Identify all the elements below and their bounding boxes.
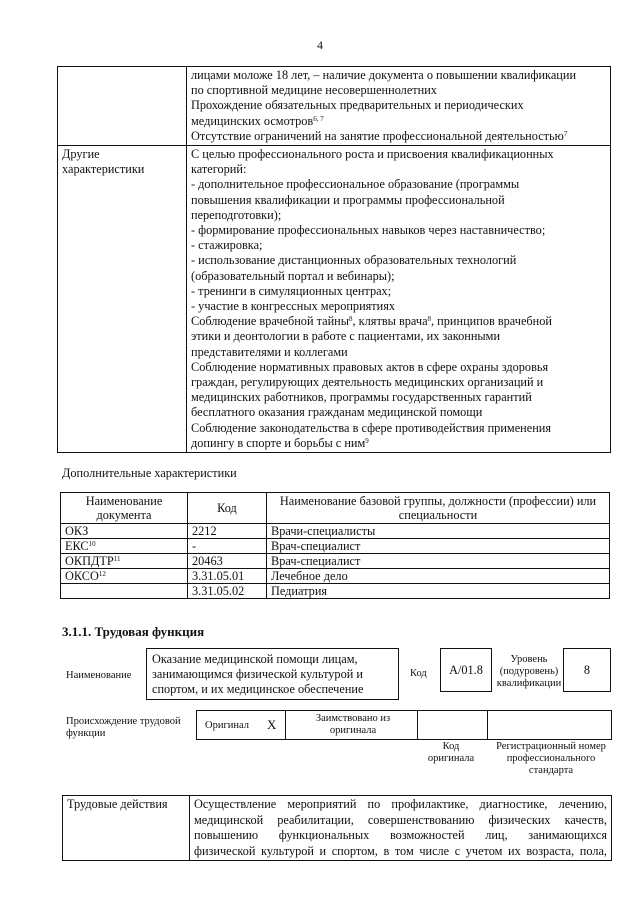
doc-text: ОКЗ [65, 524, 89, 538]
text-line: медицинских работников, программы государственных гарантий [191, 390, 532, 405]
text-fragment: медицинских осмотров [191, 113, 314, 128]
label-line: Код [442, 741, 460, 752]
table-row [61, 539, 610, 554]
text-fragment: Отсутствие ограничений на занятие профессиональной деятельностью [191, 128, 564, 143]
page-number: 4 [317, 38, 323, 52]
label-line: квалификации [496, 678, 562, 689]
qualification-level-box: 8 [563, 648, 611, 692]
function-code-box: А/01.8 [440, 648, 492, 692]
text-fragment: , клятвы врача [352, 314, 428, 329]
registration-number-caption [488, 741, 614, 777]
code-cell: - [188, 539, 267, 554]
code-cell: 3.31.05.01 [188, 569, 267, 584]
col-name-header: Наименование базовой группы, должности (профессии) или специальности [267, 493, 610, 524]
text-line [191, 114, 606, 129]
label-line: Регистрационный номер [496, 741, 606, 752]
name-cell: Педиатрия [267, 584, 610, 599]
text-line: категорий: [191, 162, 247, 177]
text-line: по спортивной медицине несовершеннолетних [191, 83, 437, 98]
footnote-ref: 6, 7 [313, 114, 324, 123]
label-line: профессионального [506, 753, 596, 764]
level-label [496, 654, 562, 690]
section-title: 3.1.1. Трудовая функция [62, 624, 205, 639]
table-header-row [61, 493, 610, 524]
text-fragment: допингу в спорте и борьбы с ним [191, 435, 366, 450]
code-cell: 3.31.05.02 [188, 584, 267, 599]
divider [487, 711, 488, 739]
footnote-ref: 7 [563, 129, 568, 138]
name-cell: Врач-специалист [267, 554, 610, 569]
text-line: граждан, регулирующих деятельность медицинских организаций и [191, 375, 544, 390]
name-cell: Врач-специалист [267, 539, 610, 554]
origin-label [66, 716, 181, 740]
actions-cell [190, 796, 612, 861]
text-line: - формирование профессиональных навыков через наставничество; [191, 223, 546, 238]
doc-text: ОКПДТР [65, 554, 114, 568]
label-line: Другие [62, 147, 100, 162]
label-line: функции [66, 728, 106, 739]
text-line: С целью профессионального роста и присвоения квалификационных [191, 147, 554, 162]
footnote-ref: 8 [427, 315, 432, 324]
col-doc-header: Наименование документа [61, 493, 188, 524]
text-line: - дополнительное профессиональное образование (программы [191, 177, 520, 192]
code-cell: 2212 [188, 524, 267, 539]
original-label: Оригинал [205, 720, 249, 731]
text-line [191, 314, 606, 329]
table-row [61, 569, 610, 584]
text-line: повышения квалификации и программы профессиональной [191, 192, 505, 207]
actions-label: Трудовые действия [63, 796, 190, 861]
label-line: оригинала [427, 753, 475, 764]
footnote-ref: 11 [113, 555, 121, 563]
text-line: физической культурой и спортом, в том числе с учетом их возраста, пола, [194, 843, 607, 858]
labor-actions-table [62, 795, 612, 861]
table-row [61, 524, 610, 539]
code-original-caption [416, 741, 486, 765]
table-row [61, 584, 610, 599]
label-line: характеристики [62, 162, 145, 177]
table-row [61, 554, 610, 569]
doc-cell [61, 584, 188, 599]
doc-cell [61, 554, 188, 569]
doc-cell [61, 569, 188, 584]
text-fragment: , принципов врачебной [431, 314, 552, 329]
continuation-cell [187, 67, 611, 146]
text-fragment: Соблюдение врачебной тайны [191, 314, 350, 329]
text-line: Прохождение обязательных предварительных и периодических [191, 98, 524, 113]
doc-cell [61, 539, 188, 554]
text-line [191, 129, 606, 144]
empty-label-cell [58, 67, 187, 146]
other-characteristics-label [58, 146, 187, 453]
divider [285, 711, 286, 739]
code-label: Код [410, 668, 427, 679]
label-line: (подуровень) [499, 666, 559, 677]
name-cell: Лечебное дело [267, 569, 610, 584]
footnote-ref: 10 [88, 540, 96, 548]
doc-cell [61, 524, 188, 539]
text-line: - тренинги в симуляционных центрах; [191, 283, 392, 298]
text-line: Осуществление мероприятий по профилактике, диагностике, лечению, [194, 797, 607, 811]
label-line: оригинала [329, 725, 377, 736]
text-line: - стажировка; [191, 238, 263, 253]
text-line: повышению функциональных возможностей лиц, занимающихся [194, 828, 607, 842]
borrowed-label [293, 713, 413, 737]
requirements-table [57, 66, 611, 453]
additional-characteristics-table [60, 492, 610, 599]
table-row [63, 796, 612, 861]
text-line: Соблюдение нормативных правовых актов в сфере охраны здоровья [191, 359, 549, 374]
text-line: лицами моложе 18 лет, – наличие документа о повышении квалификации [191, 68, 577, 82]
doc-text: ЕКС [65, 539, 89, 553]
label-line: Происхождение трудовой [66, 716, 181, 727]
text-line: Соблюдение законодательства в сфере противодействия применения [191, 420, 552, 435]
text-line: переподготовки); [191, 207, 282, 222]
table-row [58, 67, 611, 146]
text-line: - использование дистанционных образовательных технологий [191, 253, 517, 268]
function-name-box [146, 648, 399, 700]
additional-characteristics-heading: Дополнительные характеристики [62, 466, 237, 480]
other-characteristics-cell [187, 146, 611, 453]
text-line: Оказание медицинской помощи лицам, [152, 652, 358, 666]
text-line: спортом, и их медицинское обеспечение [152, 682, 364, 696]
table-row [58, 146, 611, 453]
original-mark: X [267, 717, 277, 732]
text-line: (образовательный портал и вебинары); [191, 268, 395, 283]
name-label: Наименование [66, 670, 132, 681]
text-line: занимающимся физической культурой и [152, 667, 363, 681]
footnote-ref: 12 [98, 570, 106, 578]
text-line: бесплатного оказания гражданам медицинской помощи [191, 405, 483, 420]
text-line: - участие в конгрессных мероприятиях [191, 299, 396, 314]
text-line [191, 436, 606, 451]
label-line: стандарта [528, 765, 574, 776]
text-line: медицинской реабилитации, совершенствованию физических качеств, [194, 812, 607, 827]
doc-text: ОКСО [65, 569, 99, 583]
origin-box [196, 710, 612, 740]
divider [417, 711, 418, 739]
footnote-ref: 9 [365, 436, 369, 445]
label-line: Заимствовано из [315, 713, 391, 724]
text-line: представителями и коллегами [191, 344, 348, 359]
code-cell: 20463 [188, 554, 267, 569]
label-line: Уровень [510, 654, 548, 665]
name-cell: Врачи-специалисты [267, 524, 610, 539]
text-line: этики и деонтологии в работе с пациентами, их законными [191, 329, 501, 344]
footnote-ref: 8 [349, 315, 353, 324]
col-code-header: Код [188, 493, 267, 524]
